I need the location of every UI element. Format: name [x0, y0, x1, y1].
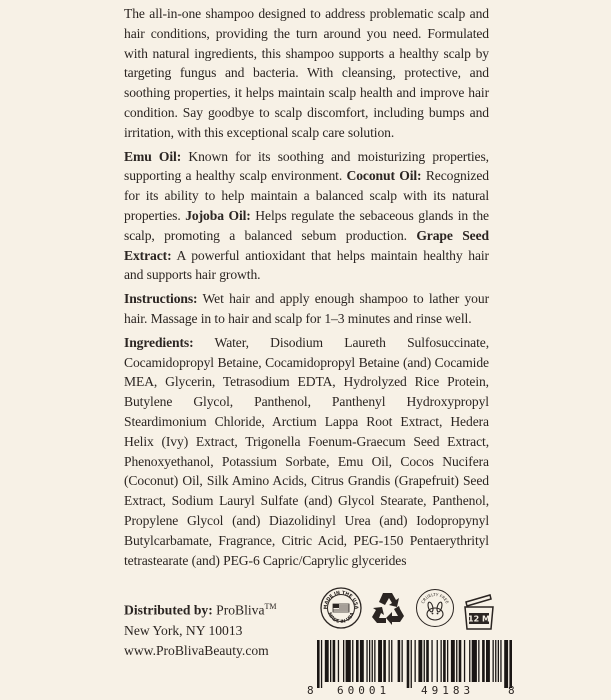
barcode-bar [437, 640, 438, 682]
barcode-bar [441, 640, 442, 682]
ingredients-paragraph [124, 333, 489, 571]
barcode-bar [398, 640, 401, 682]
barcode-bar [372, 640, 373, 682]
oil-name: Emu Oil: [124, 148, 182, 164]
barcode-bar [486, 640, 490, 682]
barcode-bar [338, 640, 339, 682]
trademark-mark: TM [264, 602, 277, 611]
distributor-label: Distributed by: [124, 602, 213, 618]
svg-text:CRUELTY FREE [420, 592, 450, 605]
barcode-bar [333, 640, 336, 682]
barcode-bar [431, 640, 432, 682]
barcode-bar [407, 640, 410, 688]
instructions-label: Instructions: [124, 291, 198, 307]
svg-text:MADE IN USA [326, 611, 355, 625]
barcode-right-digits: 49183 [421, 684, 475, 697]
barcode-bar [317, 640, 320, 688]
barcode-first-digit: 8 [307, 684, 314, 697]
barcode-bar [509, 640, 512, 688]
barcode-bar [500, 640, 501, 682]
barcode-bar [415, 640, 416, 682]
pao-label: 12 M [468, 614, 490, 624]
barcode-bar [443, 640, 446, 682]
ingredients-label: Ingredients: [124, 334, 194, 350]
barcode-bar [493, 640, 494, 682]
usa-seal-top-text: MADE IN THE USA [323, 590, 359, 610]
oils-paragraph [124, 147, 489, 286]
barcode-bar [418, 640, 422, 682]
certification-icons [320, 587, 500, 635]
distributor-name: ProBliva [212, 602, 265, 618]
usa-seal-bottom-text: MADE IN USA [326, 611, 356, 626]
barcode-bar [378, 640, 382, 682]
oil-text: Recognized for its ability to help maintain a balanced scalp with its natural properties. [124, 168, 489, 223]
distributor-website: www.ProBlivaBeauty.com [124, 642, 269, 658]
barcode [303, 640, 523, 700]
barcode-bar [498, 640, 499, 682]
barcode-left-digits: 60001 [337, 684, 391, 697]
barcode-bar [346, 640, 351, 682]
barcode-bar [369, 640, 370, 682]
barcode-bar [504, 640, 508, 688]
barcode-bar [456, 640, 457, 682]
barcode-bar [451, 640, 455, 682]
barcode-bar [469, 640, 470, 682]
barcode-bar [426, 640, 429, 682]
cruelty-free-icon [415, 588, 455, 628]
barcode-bar [402, 640, 403, 682]
cruelty-free-text: CRUELTY FREE [420, 591, 450, 605]
barcode-bars [303, 640, 523, 688]
barcode-bar [464, 640, 465, 682]
oil-name: Coconut Oil: [346, 168, 422, 184]
barcode-bar [352, 640, 353, 682]
barcode-bar [472, 640, 477, 682]
ingredients-text: Water, Disodium Laureth Sulfosuccinate, Cocamidopropyl Betaine, Cocamidopropyl Betaine (and) Cocamide MEA, Glycerin, Tetrasodium EDTA, Hydrolyzed Rice Protein, Butylene Glycol, Panthenol, Panthenyl Hydroxypropyl Steardimonium Chloride, Arctium Lappa Root Extract, Hedera Helix (Ivy) Extract, Trigonella Foenum-Graecum Seed Extract, Phenoxyethanol, Potassium Sorbate, Emu Oil, Cocos Nucifera (Coconut) Oil, Silk Amino Acids, Citrus Grandis (Grapefruit) Seed Extract, Sodium Lauryl Sulfate (and) Glycol Stearate, Panthenol, Propylene Glycol (and) Diazolidinyl Urea (and) Iodopropynyl Butylcarbamate, Fragrance, Citric Acid, PEG-150 Pentaerythrityl tetrastearate (and) PEG-6 Capric/Caprylic glycerides [124, 334, 489, 568]
barcode-bar [495, 640, 496, 682]
made-in-usa-icon [320, 587, 362, 629]
barcode-bar [482, 640, 485, 682]
oil-name: Jojoba Oil: [185, 207, 251, 223]
barcode-bar [343, 640, 344, 682]
barcode-bar [459, 640, 462, 682]
barcode-bar [447, 640, 448, 682]
oil-text: A powerful antioxidant that helps maintain healthy hair and supports hair growth. [124, 247, 489, 283]
product-text-block [124, 4, 489, 574]
barcode-bar [330, 640, 331, 682]
oil-text: Known for its soothing and moisturizing properties, supporting a healthy scalp environment. [124, 148, 489, 184]
barcode-bar [360, 640, 364, 682]
barcode-bar [478, 640, 479, 682]
barcode-digits [303, 684, 523, 700]
barcode-last-digit: 8 [508, 684, 515, 697]
barcode-bar [356, 640, 359, 682]
barcode-bar [321, 640, 322, 688]
instructions-text: Wet hair and apply enough shampoo to lather your hair. Massage in to hair and scalp for 1–3 minutes and rinse well. [124, 291, 489, 326]
barcode-bar [366, 640, 367, 682]
description-paragraph: The all-in-one shampoo designed to address problematic scalp and hair conditions, providing the turn around you need. Formulated with natural ingredients, this shampoo supports a healthy scalp by targeting fungus and bacteria. With cleansing, protective, and soothing properties, it helps maintain scalp health and improve hair condition. Say goodbye to scalp discomfort, including bumps and irritation, with this exceptional scalp care solution. [124, 6, 489, 140]
barcode-bar [424, 640, 425, 682]
instructions-paragraph [124, 289, 489, 329]
oil-text: Helps regulate the sebaceous glands in the scalp, promoting a balanced sebum production. [124, 207, 489, 243]
barcode-bar [411, 640, 412, 688]
barcode-bar [325, 640, 329, 682]
oil-name: Grape Seed Extract: [124, 227, 489, 263]
period-after-opening-icon [460, 589, 498, 631]
distributor-city: New York, NY 10013 [124, 622, 243, 638]
barcode-bar [374, 640, 375, 682]
barcode-bar [389, 640, 390, 682]
recycle-icon [368, 589, 408, 627]
barcode-bar [383, 640, 386, 682]
barcode-bar [391, 640, 392, 682]
